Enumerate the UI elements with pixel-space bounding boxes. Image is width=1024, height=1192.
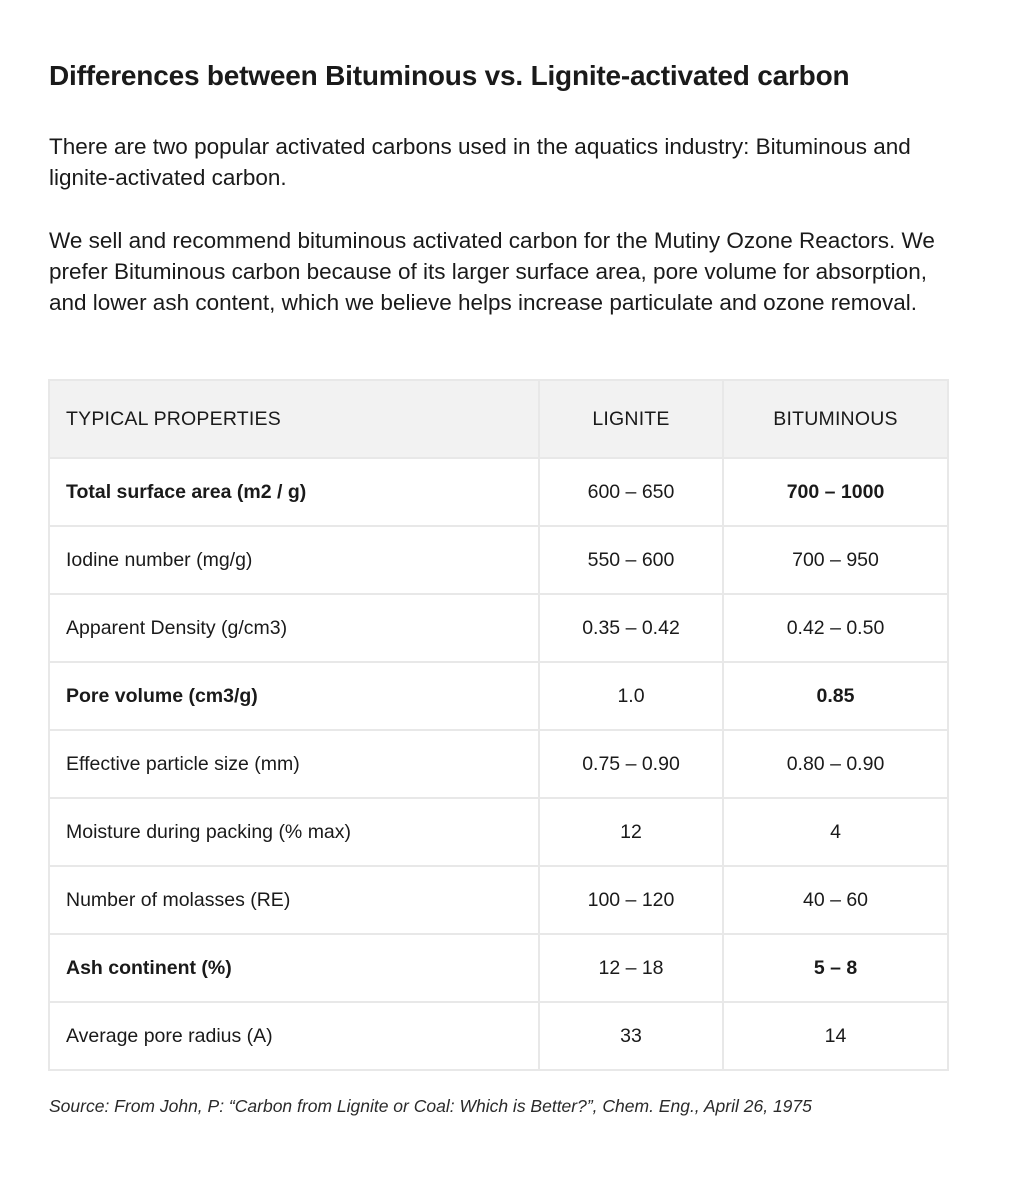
recommendation-paragraph: We sell and recommend bituminous activated carbon for the Mutiny Ozone Reactors. We prefer Bituminous carbon because of its larger surface area, pore volume for absorption, and lower ash content, which we believe helps increase particulate and ozone removal. xyxy=(49,228,935,315)
bituminous-cell: 40 – 60 xyxy=(723,866,948,934)
property-cell: Iodine number (mg/g) xyxy=(49,526,539,594)
bituminous-cell: 4 xyxy=(723,798,948,866)
property-cell: Average pore radius (A) xyxy=(49,1002,539,1070)
property-cell: Total surface area (m2 / g) xyxy=(49,458,539,526)
header-typical-properties: TYPICAL PROPERTIES xyxy=(49,380,539,458)
table-row xyxy=(49,458,948,526)
source-citation: Source: From John, P: “Carbon from Lignite or Coal: Which is Better?”, Chem. Eng., April 26, 1975 xyxy=(49,1096,812,1116)
article-title: Differences between Bituminous vs. Lignite-activated carbon xyxy=(49,60,850,91)
property-cell: Number of molasses (RE) xyxy=(49,866,539,934)
lignite-cell: 33 xyxy=(539,1002,723,1070)
lignite-cell: 0.75 – 0.90 xyxy=(539,730,723,798)
bituminous-cell: 0.85 xyxy=(723,662,948,730)
property-cell: Ash continent (%) xyxy=(49,934,539,1002)
bituminous-cell: 14 xyxy=(723,1002,948,1070)
lignite-cell: 0.35 – 0.42 xyxy=(539,594,723,662)
table-row xyxy=(49,594,948,662)
bituminous-cell: 0.42 – 0.50 xyxy=(723,594,948,662)
table-row xyxy=(49,526,948,594)
properties-table xyxy=(48,379,949,1071)
bituminous-cell: 5 – 8 xyxy=(723,934,948,1002)
property-cell: Pore volume (cm3/g) xyxy=(49,662,539,730)
lignite-cell: 100 – 120 xyxy=(539,866,723,934)
property-cell: Moisture during packing (% max) xyxy=(49,798,539,866)
table-row xyxy=(49,662,948,730)
lignite-cell: 12 – 18 xyxy=(539,934,723,1002)
table-row xyxy=(49,1002,948,1070)
table-row xyxy=(49,730,948,798)
lignite-cell: 1.0 xyxy=(539,662,723,730)
lignite-cell: 12 xyxy=(539,798,723,866)
header-bituminous: BITUMINOUS xyxy=(723,380,948,458)
lignite-cell: 550 – 600 xyxy=(539,526,723,594)
bituminous-cell: 700 – 950 xyxy=(723,526,948,594)
lignite-cell: 600 – 650 xyxy=(539,458,723,526)
table-row xyxy=(49,934,948,1002)
bituminous-cell: 700 – 1000 xyxy=(723,458,948,526)
intro-paragraph: There are two popular activated carbons used in the aquatics industry: Bituminous and lignite-activated carbon. xyxy=(49,134,911,190)
header-lignite: LIGNITE xyxy=(539,380,723,458)
property-cell: Effective particle size (mm) xyxy=(49,730,539,798)
properties-table-container xyxy=(48,379,947,1071)
bituminous-cell: 0.80 – 0.90 xyxy=(723,730,948,798)
table-row xyxy=(49,866,948,934)
table-row xyxy=(49,798,948,866)
table-header-row xyxy=(49,380,948,458)
property-cell: Apparent Density (g/cm3) xyxy=(49,594,539,662)
